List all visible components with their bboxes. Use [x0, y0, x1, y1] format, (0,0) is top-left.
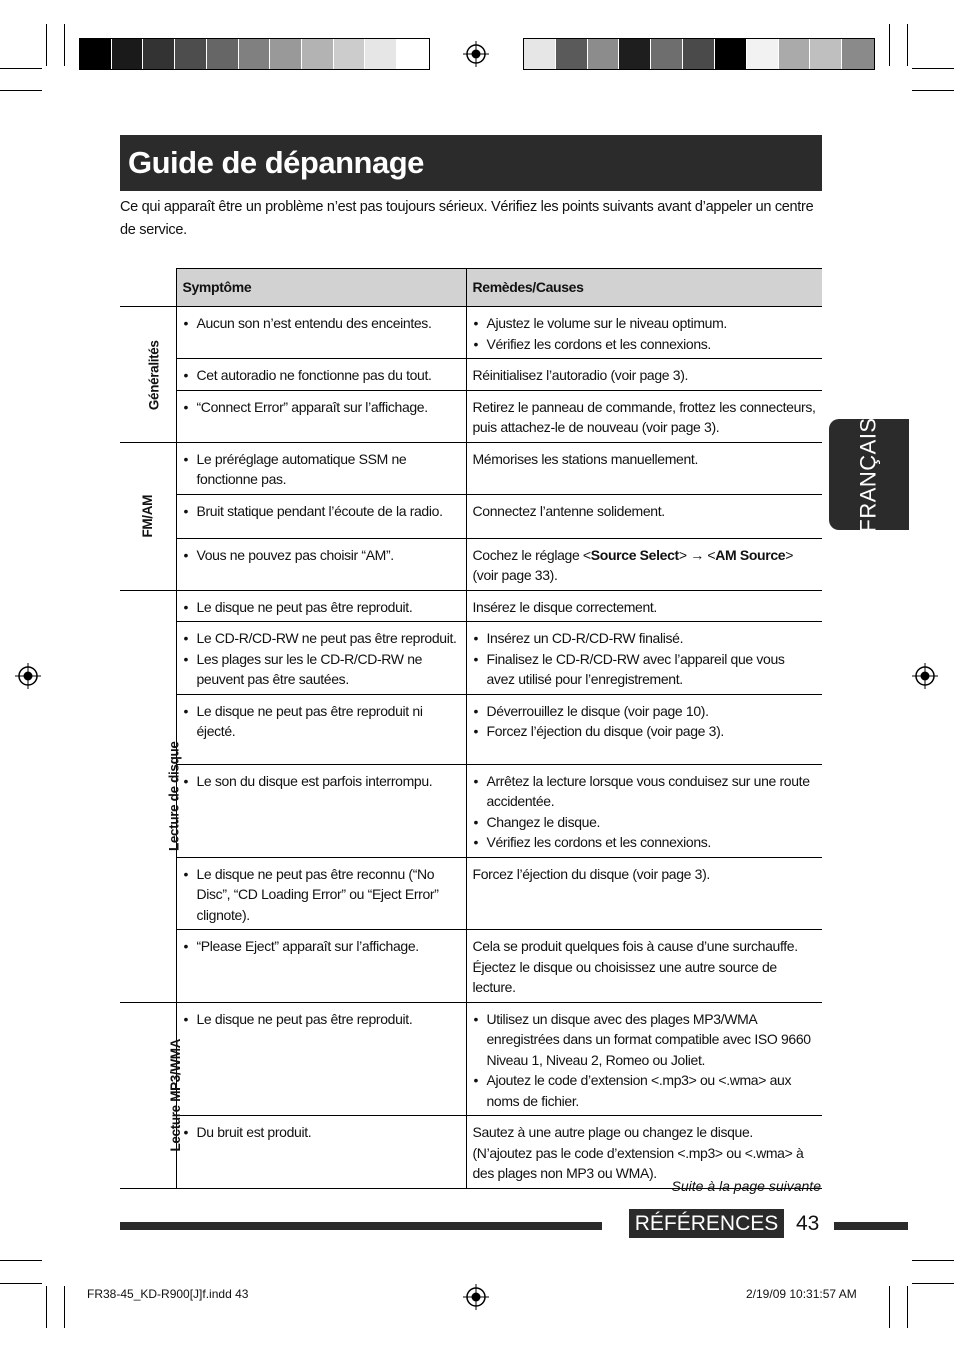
remedy-cell [466, 622, 822, 695]
category-label: Généralités [146, 339, 162, 410]
list-item: • Le disque ne peut pas être reconnu (“No Disc”, “CD Loading Error” ou “Eject Error” clignote). [197, 864, 460, 926]
setting-name: AM Source [715, 546, 786, 563]
intro-text: Ce qui apparaît être un problème n’est pas toujours sérieux. Vérifiez les points suivants avant d’appeler un centre de service. [120, 199, 814, 238]
registration-mark-icon [15, 663, 41, 689]
list-item: • Changez le disque. [487, 812, 817, 833]
list-item: • Vous ne pouvez pas choisir “AM”. [197, 545, 460, 566]
list-item: • Ajoutez le code d’extension <.mp3> ou <.wma> aux noms de fichier. [487, 1070, 817, 1111]
remedy-cell [466, 764, 822, 857]
remedy-cell [466, 538, 822, 590]
remedy-cell: Connectez l’antenne solidement. [466, 494, 822, 538]
page-title: Guide de dépannage [120, 135, 822, 191]
list-item: • Forcez l’éjection du disque (voir page 3). [487, 721, 817, 742]
color-swatch [334, 39, 366, 69]
table-row [120, 590, 822, 622]
color-swatch [747, 39, 779, 69]
section-label: RÉFÉRENCES [629, 1209, 784, 1238]
symptom-cell [176, 390, 466, 442]
list-item: • Le disque ne peut pas être reproduit ni éjecté. [197, 701, 460, 742]
list-item: • Le préréglage automatique SSM ne fonctionne pas. [197, 449, 460, 490]
symptom-cell [176, 590, 466, 622]
footer-bar-right [834, 1222, 908, 1230]
list-item: • Le CD-R/CD-RW ne peut pas être reproduit. [197, 628, 460, 649]
symptom-cell [176, 930, 466, 1003]
table-row [120, 857, 822, 930]
continued-note: Suite à la page suivante [671, 1178, 821, 1194]
crop-mark [46, 1286, 47, 1328]
symptom-cell [176, 538, 466, 590]
list-item: • Vérifiez les cordons et les connexions. [487, 832, 817, 853]
color-swatch [143, 39, 175, 69]
troubleshooting-table [120, 268, 822, 1189]
list-item: • Vérifiez les cordons et les connexions. [487, 334, 817, 355]
symptom-cell [176, 764, 466, 857]
table-row [120, 307, 822, 359]
color-swatch [810, 39, 842, 69]
table-row [120, 930, 822, 1003]
list-item: • Déverrouillez le disque (voir page 10). [487, 701, 817, 722]
remedy-cell: Insérez le disque correctement. [466, 590, 822, 622]
color-swatch [80, 39, 112, 69]
table-header-row [120, 269, 822, 307]
remedy-cell: Mémorises les stations manuellement. [466, 442, 822, 494]
category-disc [120, 590, 182, 1002]
remedy-cell: Réinitialisez l’autoradio (voir page 3). [466, 359, 822, 391]
table-row [120, 442, 822, 494]
crop-mark [907, 24, 908, 66]
header-remedy: Remèdes/Causes [466, 269, 822, 307]
remedy-cell [466, 1002, 822, 1116]
symptom-cell [176, 359, 466, 391]
footer-bar-left [120, 1222, 602, 1230]
crop-mark [64, 24, 65, 66]
crop-mark [0, 90, 42, 91]
category-mp3 [120, 1002, 184, 1188]
table-row [120, 494, 822, 538]
crop-mark [64, 1286, 65, 1328]
list-item: • Le son du disque est parfois interrompu. [197, 771, 460, 792]
remedy-cell: Retirez le panneau de commande, frottez les connecteurs, puis attachez-le de nouveau (voir page 3). [466, 390, 822, 442]
color-swatch [556, 39, 588, 69]
table-row [120, 622, 822, 695]
symptom-cell [176, 307, 466, 359]
table-row [120, 764, 822, 857]
language-tab-label: FRANÇAIS [856, 416, 881, 533]
table-row [120, 390, 822, 442]
remedy-cell: Sautez à une autre plage ou changez le disque. (N’ajoutez pas le code d’extension <.mp3> ou <.wma> à des plages non MP3 ou WMA). [466, 1116, 822, 1189]
color-swatch [112, 39, 144, 69]
list-item: • Le disque ne peut pas être reproduit. [197, 597, 460, 618]
remedy-text: > (voir page 33). [472, 546, 794, 583]
color-bar-right [523, 38, 875, 70]
crop-mark [907, 1286, 908, 1328]
color-swatch [715, 39, 747, 69]
color-swatch [842, 39, 874, 69]
symptom-cell [176, 1002, 466, 1116]
table-row [120, 359, 822, 391]
crop-mark [912, 1283, 954, 1284]
list-item: • Arrêtez la lecture lorsque vous conduisez sur une route accidentée. [487, 771, 817, 812]
color-swatch [779, 39, 811, 69]
symptom-cell [176, 857, 466, 930]
color-bar-left [79, 38, 430, 70]
remedy-cell: Forcez l’éjection du disque (voir page 3). [466, 857, 822, 930]
symptom-cell [176, 494, 466, 538]
symptom-cell [176, 622, 466, 695]
header-symptom: Symptôme [176, 269, 466, 307]
crop-mark [0, 1260, 42, 1261]
color-swatch [619, 39, 651, 69]
category-label: Lecture de disque [166, 741, 182, 852]
list-item: • Le disque ne peut pas être reproduit. [197, 1009, 460, 1030]
list-item: • “Connect Error” apparaît sur l’affichage. [197, 397, 460, 418]
symptom-cell [176, 1116, 466, 1189]
crop-mark [912, 1260, 954, 1261]
crop-mark [0, 1283, 42, 1284]
crop-mark [889, 24, 890, 66]
color-swatch [270, 39, 302, 69]
remedy-cell: Cela se produit quelques fois à cause d’une surchauffe. Éjectez le disque ou choisissez une autre source de lecture. [466, 930, 822, 1003]
print-datetime: 2/19/09 10:31:57 AM [746, 1287, 857, 1301]
symptom-cell [176, 694, 466, 764]
list-item: • “Please Eject” apparaît sur l’affichage. [197, 936, 460, 957]
table-row [120, 538, 822, 590]
registration-mark-icon [463, 41, 489, 67]
color-swatch [524, 39, 556, 69]
remedy-cell [466, 694, 822, 764]
crop-mark [46, 24, 47, 66]
list-item: • Du bruit est produit. [197, 1122, 460, 1143]
category-general [120, 307, 176, 443]
remedy-text: > → < [678, 546, 716, 563]
color-swatch [651, 39, 683, 69]
category-label: Lecture MP3/WMA [168, 1039, 184, 1152]
remedy-text: Cochez le réglage < [472, 546, 591, 563]
list-item: • Cet autoradio ne fonctionne pas du tout. [197, 365, 460, 386]
color-swatch [207, 39, 239, 69]
setting-name: Source Select [590, 546, 679, 563]
list-item: • Insérez un CD-R/CD-RW finalisé. [487, 628, 817, 649]
table-row [120, 694, 822, 764]
color-swatch [683, 39, 715, 69]
header-blank [120, 269, 176, 307]
color-swatch [588, 39, 620, 69]
category-fmam [120, 442, 176, 590]
registration-mark-icon [912, 663, 938, 689]
color-swatch [175, 39, 207, 69]
category-label: FM/AM [139, 495, 155, 538]
list-item: • Utilisez un disque avec des plages MP3/WMA enregistrées dans un format compatible avec ISO 9660 Niveau 1, Niveau 2, Romeo ou Joliet. [487, 1009, 817, 1071]
color-swatch [365, 39, 397, 69]
symptom-cell [176, 442, 466, 494]
table-row [120, 1002, 822, 1116]
list-item: • Les plages sur les le CD-R/CD-RW ne peuvent pas être sautées. [197, 649, 460, 690]
crop-mark [0, 68, 42, 69]
page-number: 43 [796, 1212, 820, 1235]
crop-mark [912, 90, 954, 91]
color-swatch [302, 39, 334, 69]
list-item: • Ajustez le volume sur le niveau optimum. [487, 313, 817, 334]
remedy-cell [466, 307, 822, 359]
color-swatch [239, 39, 271, 69]
registration-mark-icon [463, 1284, 489, 1310]
color-swatch [397, 39, 429, 69]
list-item: • Bruit statique pendant l’écoute de la radio. [197, 501, 460, 522]
list-item: • Aucun son n’est entendu des enceintes. [197, 313, 460, 334]
crop-mark [889, 1286, 890, 1328]
language-tab [829, 416, 909, 533]
crop-mark [912, 68, 954, 69]
print-file-info: FR38-45_KD-R900[J]f.indd 43 [87, 1287, 249, 1301]
list-item: • Finalisez le CD-R/CD-RW avec l’appareil que vous avez utilisé pour l’enregistrement. [487, 649, 817, 690]
